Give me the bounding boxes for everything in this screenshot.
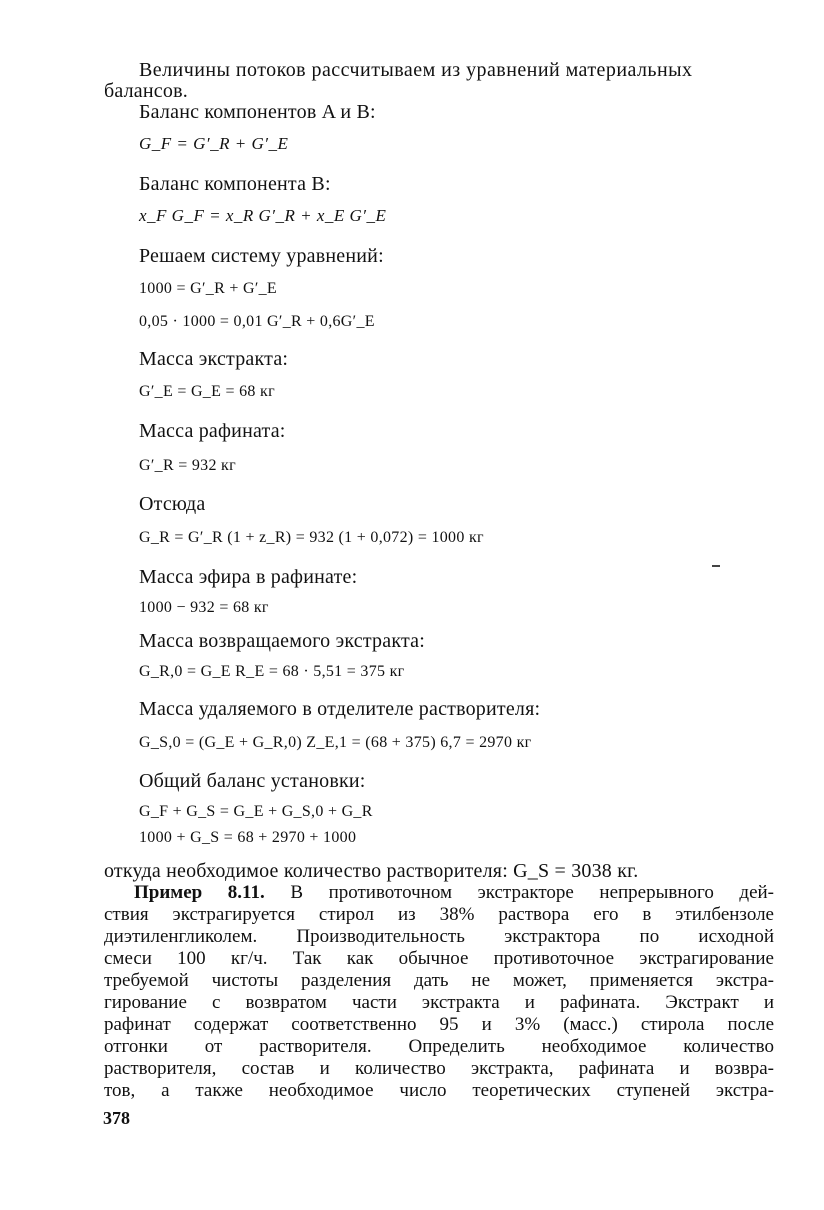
- conclusion-line: откуда необходимое количество растворителя: G_S = 3038 кг.: [104, 860, 639, 882]
- example-line-8: отгонки от растворителя. Определить необходимое количество: [104, 1036, 774, 1057]
- section-heading-8: Масса возвращаемого экстракта:: [139, 630, 425, 652]
- example-paragraph: [104, 882, 774, 1102]
- equation-4: G′_E = G_E = 68 кг: [139, 383, 275, 400]
- section-heading-1: Баланс компонентов A и B:: [139, 101, 376, 123]
- example-line-7: рафинат содержат соответственно 95 и 3% (масс.) стирола после: [104, 1014, 774, 1035]
- example-line-6: гирование с возвратом части экстракта и рафината. Экстракт и: [104, 992, 774, 1013]
- equation-10b: 1000 + G_S = 68 + 2970 + 1000: [139, 829, 357, 846]
- section-heading-6: Отсюда: [139, 493, 206, 515]
- section-heading-3: Решаем систему уравнений:: [139, 245, 384, 267]
- example-line-9: растворителя, состав и количество экстракта, рафината и возвра-: [104, 1058, 774, 1079]
- section-heading-10: Общий баланс установки:: [139, 770, 366, 792]
- section-heading-2: Баланс компонента B:: [139, 173, 331, 195]
- section-heading-5: Масса рафината:: [139, 420, 286, 442]
- intro-line-2: балансов.: [104, 80, 188, 102]
- stray-mark: [712, 565, 720, 567]
- equation-3b: 0,05 · 1000 = 0,01 G′_R + 0,6G′_E: [139, 313, 375, 330]
- example-line-5: требуемой чистоты разделения дать не может, применяется экстра-: [104, 970, 774, 991]
- equation-3a: 1000 = G′_R + G′_E: [139, 280, 278, 297]
- equation-7: 1000 − 932 = 68 кг: [139, 599, 269, 616]
- equation-9: G_S,0 = (G_E + G_R,0) Z_E,1 = (68 + 375) 6,7 = 2970 кг: [139, 734, 532, 751]
- equation-8: G_R,0 = G_E R_E = 68 · 5,51 = 375 кг: [139, 663, 405, 680]
- equation-5: G′_R = 932 кг: [139, 457, 236, 474]
- section-heading-4: Масса экстракта:: [139, 348, 289, 370]
- example-label: Пример 8.11.: [134, 882, 265, 903]
- example-line-4: смеси 100 кг/ч. Так как обычное противоточное экстрагирование: [104, 948, 774, 969]
- intro-line-1: Величины потоков рассчитываем из уравнений материальных: [139, 59, 693, 81]
- equation-1: G_F = G′_R + G′_E: [139, 134, 289, 153]
- equation-10a: G_F + G_S = G_E + G_S,0 + G_R: [139, 803, 373, 820]
- equation-2: x_F G_F = x_R G′_R + x_E G′_E: [139, 206, 387, 225]
- example-line-3: диэтиленгликолем. Производительность экстрактора по исходной: [104, 926, 774, 947]
- section-heading-9: Масса удаляемого в отделителе растворителя:: [139, 698, 541, 720]
- equation-6: G_R = G′_R (1 + z_R) = 932 (1 + 0,072) = 1000 кг: [139, 529, 484, 546]
- example-line-2: ствия экстрагируется стирол из 38% раствора его в этилбензоле: [104, 904, 774, 925]
- example-line-1: Пример 8.11. В противоточном экстракторе непрерывного дей-: [134, 882, 775, 903]
- example-line-10: тов, а также необходимое число теоретических ступеней экстра-: [104, 1080, 774, 1101]
- section-heading-7: Масса эфира в рафинате:: [139, 566, 358, 588]
- page-number: 378: [103, 1108, 130, 1128]
